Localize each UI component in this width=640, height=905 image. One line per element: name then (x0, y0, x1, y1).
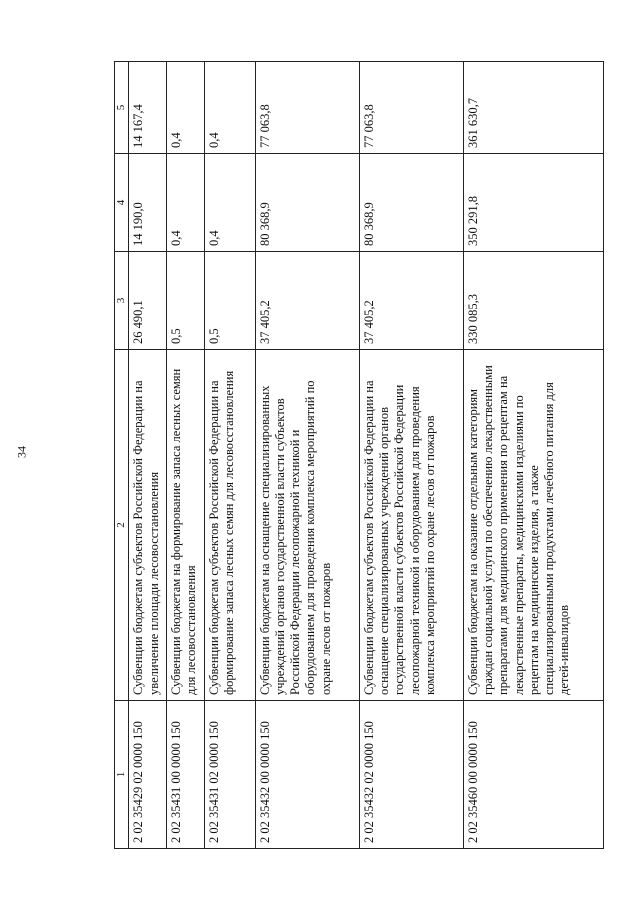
subvention-name: Субвенции бюджетам субъектов Российской Федерации на оснащение специализированных учреждений органов государственной власти субъектов Российской Федерации лесопожарной техникой и оборудованием для проведения комплекса мероприятий по охране лесов от пожаров (359, 350, 463, 701)
value-col-3: 26 490,1 (129, 252, 167, 350)
budget-code: 2 02 35432 00 0000 150 (255, 701, 359, 849)
subvention-name: Субвенции бюджетам на оказание отдельным категориям граждан социальной услуги по обеспечению лекарственными препаратами для медицинского применения по рецептам на лекарственные препараты, медицинскими изделиями по рецептам на медицинские изделия, а также специализированными продуктами лечебного питания для детей-инвалидов (463, 350, 603, 701)
subvention-name: Субвенции бюджетам субъектов Российской Федерации на увеличение площади лесовосстановления (129, 350, 167, 701)
value-col-3: 37 405,2 (359, 252, 463, 350)
value-col-3: 37 405,2 (255, 252, 359, 350)
budget-code: 2 02 35431 00 0000 150 (167, 701, 205, 849)
table-row (204, 62, 255, 849)
value-col-3: 0,5 (167, 252, 205, 350)
header-col-2: 2 (115, 350, 129, 701)
table-row (167, 62, 205, 849)
header-col-5: 5 (115, 62, 129, 154)
table-row (359, 62, 463, 849)
budget-table-frame (114, 62, 604, 849)
value-col-4: 80 368,9 (255, 154, 359, 252)
budget-code: 2 02 35431 02 0000 150 (204, 701, 255, 849)
value-col-5: 14 167,4 (129, 62, 167, 154)
value-col-5: 77 063,8 (255, 62, 359, 154)
rotated-table-container (114, 62, 604, 849)
budget-code: 2 02 35429 02 0000 150 (129, 701, 167, 849)
subvention-name: Субвенции бюджетам на оснащение специализированных учреждений органов государственной власти субъектов Российской Федерации лесопожарной техникой и оборудованием для проведения комплекса мероприятий по охране лесов от пожаров (255, 350, 359, 701)
page-number: 34 (14, 446, 29, 458)
value-col-5: 77 063,8 (359, 62, 463, 154)
header-col-4: 4 (115, 154, 129, 252)
budget-table (114, 61, 604, 849)
value-col-4: 350 291,8 (463, 154, 603, 252)
value-col-5: 0,4 (204, 62, 255, 154)
budget-code: 2 02 35432 02 0000 150 (359, 701, 463, 849)
subvention-name: Субвенции бюджетам субъектов Российской Федерации на формирование запаса лесных семян для лесовосстановления (204, 350, 255, 701)
value-col-4: 80 368,9 (359, 154, 463, 252)
value-col-3: 0,5 (204, 252, 255, 350)
subvention-name: Субвенции бюджетам на формирование запаса лесных семян для лесовосстановления (167, 350, 205, 701)
header-row (115, 62, 129, 849)
value-col-4: 0,4 (204, 154, 255, 252)
header-col-1: 1 (115, 701, 129, 849)
value-col-3: 330 085,3 (463, 252, 603, 350)
value-col-4: 0,4 (167, 154, 205, 252)
value-col-4: 14 190,0 (129, 154, 167, 252)
table-row (255, 62, 359, 849)
value-col-5: 361 630,7 (463, 62, 603, 154)
header-col-3: 3 (115, 252, 129, 350)
value-col-5: 0,4 (167, 62, 205, 154)
table-row (129, 62, 167, 849)
budget-code: 2 02 35460 00 0000 150 (463, 701, 603, 849)
table-row (463, 62, 603, 849)
